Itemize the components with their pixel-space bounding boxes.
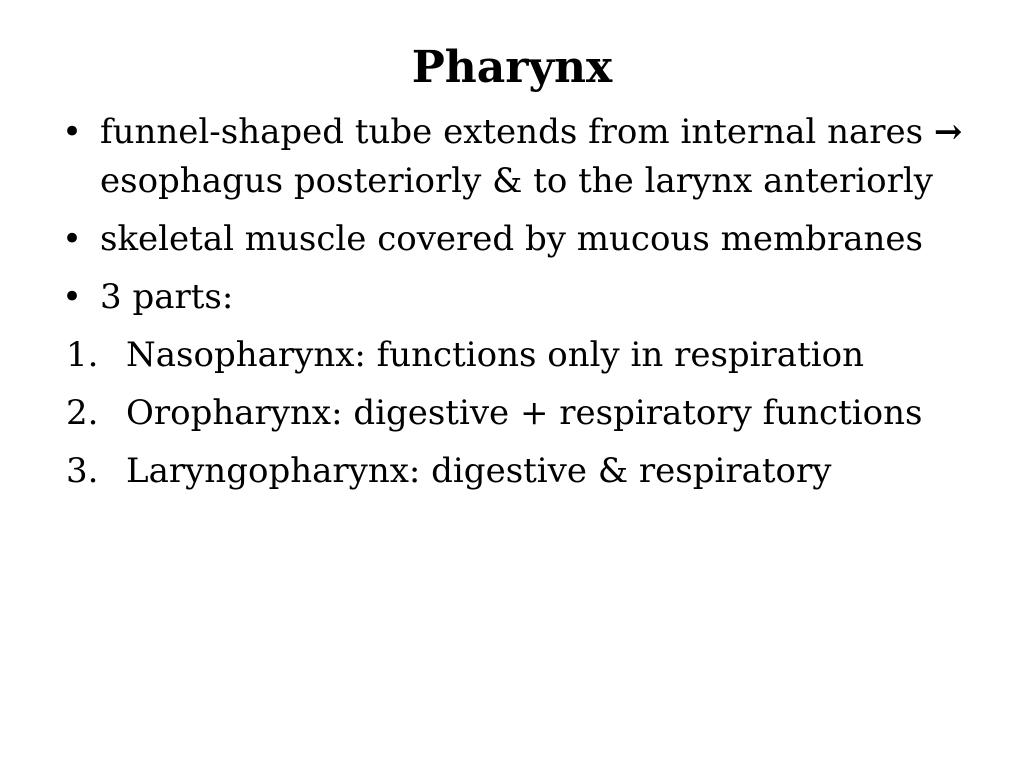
numbered-item-3 xyxy=(60,447,990,496)
right-arrow-icon: → xyxy=(933,112,963,152)
numbered-item-2-text: Oropharynx: digestive + respiratory functions xyxy=(126,393,923,433)
bullet-item-2 xyxy=(60,215,990,264)
bullet-text-1-end: esophagus posteriorly & to the larynx anteriorly xyxy=(100,161,933,201)
bullet-text-3: 3 parts: xyxy=(100,277,234,317)
bullet-item-3 xyxy=(60,273,990,322)
bullet-text-2: skeletal muscle covered by mucous membranes xyxy=(100,219,923,259)
bullet-item-1 xyxy=(60,108,990,206)
bullet-dot-icon: • xyxy=(61,277,83,317)
bullet-dot-icon: • xyxy=(61,219,83,259)
bullet-text-1 xyxy=(100,112,962,201)
numbered-item-1-number: 1. xyxy=(66,335,99,375)
numbered-list xyxy=(60,331,990,496)
bullet-text-1-start: funnel-shaped tube extends from internal nares xyxy=(100,112,934,152)
numbered-item-2 xyxy=(60,389,990,438)
slide-body xyxy=(60,108,990,505)
bullet-dot-icon: • xyxy=(61,112,83,152)
slide-title: Pharynx xyxy=(411,42,613,93)
numbered-item-1 xyxy=(60,331,990,380)
numbered-item-3-number: 3. xyxy=(66,451,99,491)
numbered-item-1-text: Nasopharynx: functions only in respiration xyxy=(126,335,864,375)
numbered-item-2-number: 2. xyxy=(66,393,99,433)
numbered-item-3-text: Laryngopharynx: digestive & respiratory xyxy=(126,451,832,491)
bullet-list xyxy=(60,108,990,322)
